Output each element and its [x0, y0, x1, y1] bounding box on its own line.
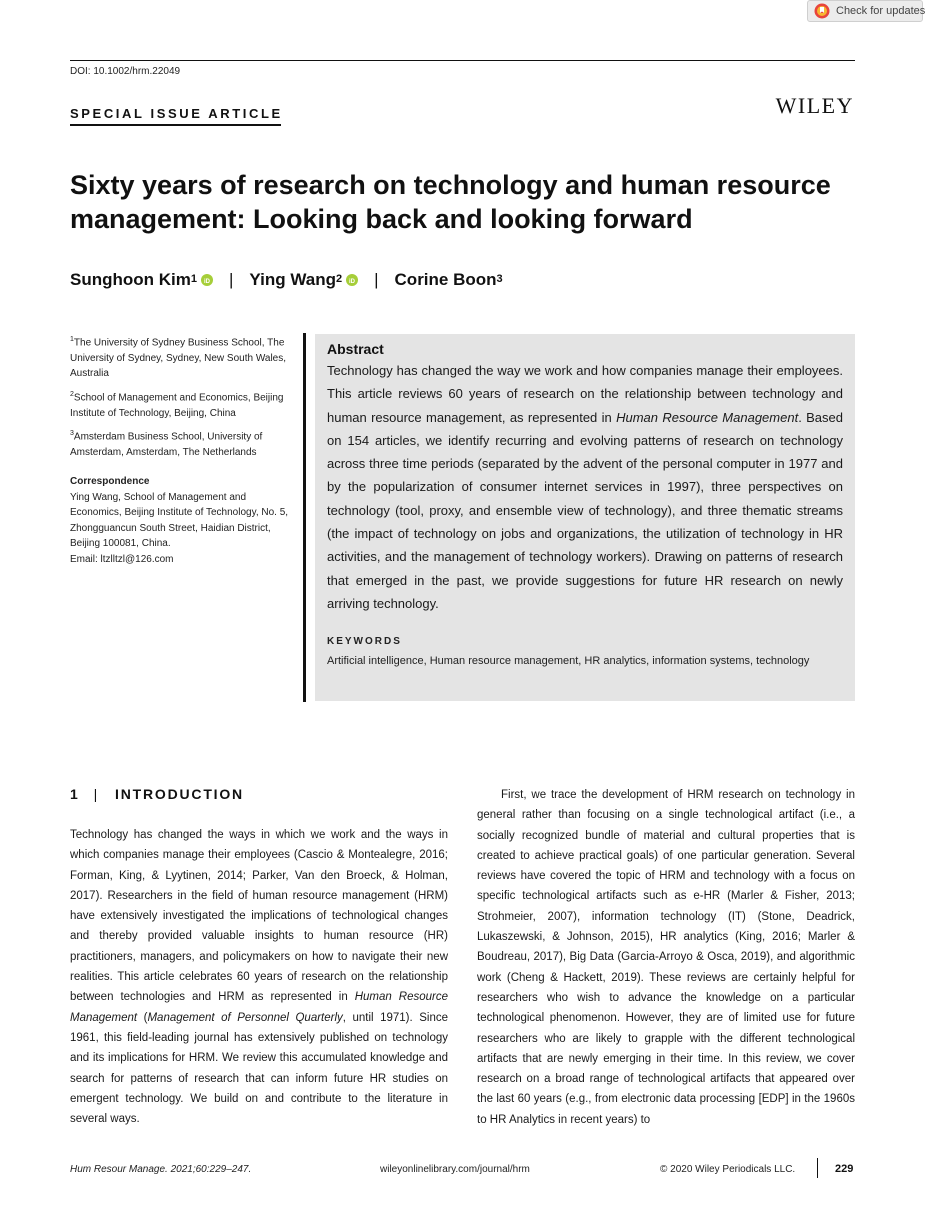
- correspondence-heading: Correspondence: [70, 476, 150, 488]
- affiliation: $^3$Amsterdam Business School, University of Amsterdam, Amsterdam, The Netherlands: [70, 430, 263, 458]
- keywords-list: Artificial intelligence, Human resource management, HR analytics, information systems, technology: [327, 655, 810, 668]
- abstract-panel: [315, 334, 855, 701]
- correspondence-email[interactable]: Email: ltzlltzl@126.com: [70, 553, 174, 565]
- section-separator: |: [93, 786, 100, 802]
- abstract-heading: Abstract: [327, 341, 384, 357]
- affiliations: [70, 332, 295, 567]
- author-list: [70, 270, 503, 290]
- author-name[interactable]: Sunghoon Kim: [70, 270, 191, 289]
- author-separator: |: [374, 270, 379, 289]
- page-number: 229: [835, 1163, 854, 1175]
- footer-url[interactable]: wileyonlinelibrary.com/journal/hrm: [380, 1164, 530, 1175]
- affiliation: $^2$School of Management and Economics, Beijing Institute of Technology, Beijing, China: [70, 390, 284, 419]
- intro-right-column: [477, 785, 855, 1130]
- author-separator: |: [229, 270, 234, 289]
- footer-rule: [817, 1158, 818, 1178]
- article-title: Sixty years of research on technology and human resource management: Looking back and looking forward: [70, 170, 831, 234]
- svg-text:iD: iD: [349, 279, 356, 285]
- article-category: SPECIAL ISSUE ARTICLE: [70, 106, 283, 121]
- intro-left-column: [70, 825, 448, 1129]
- vertical-rule: [303, 333, 306, 702]
- check-for-updates-icon: [814, 3, 830, 19]
- intro-paragraph: First, we trace the development of HRM research on technology in general rather than focusing on a single technological artifact (i.e., a socially recognized bundle of material and cultural properties that is created to achieve practical goals) of one particular generation. Several reviews have covered the topic of HRM and technology with a focus on specific technological artifacts such as e-HR (Marler & Fisher, 2013; Strohmeier, 2007), information technology (IT) (Stone, Deadrick, Lukaszewski, & Johnson, 2015), HR analytics (King, 2016; Marler & Boudreau, 2017), Big Data (Garcia-Arroyo & Osca, 2019), and algorithmic work (Cheng & Hackett, 2019). These reviews are certainly helpful for researchers who wish to advance the knowledge on a particular technological phenomenon. However, they are of limited use for future researchers who are likely to grapple with the different technological artifacts that are newly emerging in their time. In this review, we cover research on a broad range of technological artifacts that appeared over the last 60 years (e.g., from electronic data processing [EDP] in the 1960s to HR Analytics in recent years) to: [477, 789, 855, 1126]
- category-underline: [70, 124, 281, 126]
- section-title: INTRODUCTION: [115, 786, 244, 802]
- correspondence-address: Ying Wang, School of Management and Economics, Beijing Institute of Technology, No. 5, Zhongguancun South Street, Haidian District, Beijing 100081, China.: [70, 491, 289, 550]
- check-for-updates-label: Check for updates: [836, 5, 925, 17]
- author-affil-ref: 2: [335, 273, 343, 285]
- footer-copyright: © 2020 Wiley Periodicals LLC.: [660, 1164, 796, 1175]
- orcid-icon[interactable]: [201, 274, 213, 286]
- author-name[interactable]: Corine Boon: [394, 270, 497, 289]
- doi: DOI: 10.1002/hrm.22049: [70, 66, 181, 77]
- author-name[interactable]: Ying Wang: [249, 270, 336, 289]
- abstract-text: Technology has changed the way we work and how companies manage their employees. This article reviews 60 years of research on the relationship between technology and human resource management, as represented in Human Resource Management. Based on 154 articles, we identify recurring and evolving patterns of research on technology across three time periods (separated by the advent of the personal computer in 1977 and by the popularization of consumer internet services in 1997), three perspectives on technology (tool, proxy, and ensemble view of technology), and three thematic streams (the impact of technology on jobs and organizations, the utilization of technology in HR activities, and the management of technology workers). Drawing on patterns of research that emerged in the past, we provide suggestions for future HR research on newly arriving technology.: [327, 363, 843, 611]
- keywords-heading: KEYWORDS: [327, 636, 402, 648]
- orcid-icon[interactable]: [346, 274, 358, 286]
- intro-paragraph: Technology has changed the ways in which we work and the ways in which companies manage their employees (Cascio & Montealegre, 2016; Forman, King, & Lyytinen, 2014; Parker, Van den Broeck, & Holman, 2017). Researchers in the field of human resource management (HRM) have extensively investigated the implications of technological changes and thereby provided valuable insights to human resource (HR) practitioners, managers, and policymakers on how to navigate their new realities. This article celebrates 60 years of research on the relationship between technologies and HRM as represented in Human Resource Management (Management of Personnel Quarterly, until 1971). Since 1961, this field-leading journal has extensively published on technology and its implications for HRM. We review this accumulated knowledge and search for patterns of research that can inform future HR studies on emergent technology. We build on and contribute to the literature in several ways.: [70, 829, 448, 1126]
- author-affil-ref: 1: [190, 273, 197, 285]
- header-rule: [70, 60, 855, 61]
- affiliation: $^1$The University of Sydney Business School, The University of Sydney, Sydney, New South Wales, Australia: [70, 336, 287, 380]
- publisher-logo: WILEY: [775, 93, 854, 118]
- author-affil-ref: 3: [496, 273, 503, 285]
- check-for-updates-button[interactable]: [807, 0, 923, 22]
- section-heading: [70, 786, 244, 802]
- section-number: 1: [70, 786, 80, 802]
- footer-citation: Hum Resour Manage. 2021;60:229–247.: [70, 1164, 252, 1175]
- svg-text:iD: iD: [204, 279, 210, 285]
